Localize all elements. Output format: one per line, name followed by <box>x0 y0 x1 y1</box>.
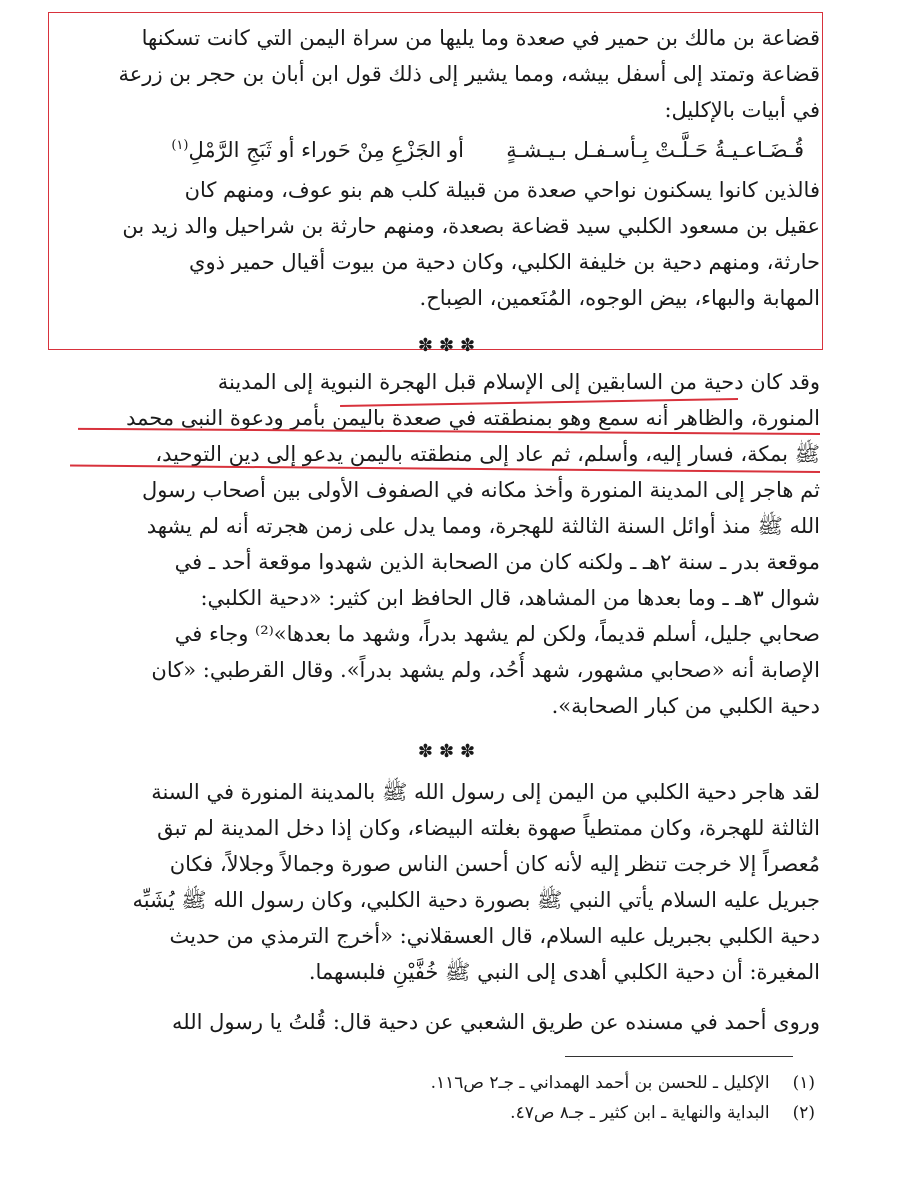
text-line: شوال ٣هـ ـ وما بعدها من المشاهد، قال الحافظ ابن كثير: «دحية الكلبي: <box>200 586 820 610</box>
text-line: المنورة، والظاهر أنه سمع وهو بمنطقته في صعدة باليمن بأمر ودعوة النبي محمد <box>126 406 820 430</box>
text-line: قضاعة بن مالك بن حمير في صعدة وما يليها من سراة اليمن التي كانت تسكنها <box>141 26 820 50</box>
section-1-top <box>70 20 820 128</box>
text-line: الله ﷺ منذ أوائل السنة الثالثة للهجرة، ومما يدل على زمن هجرته أنه لم يشهد <box>146 514 820 538</box>
text-line: الإصابة أنه «صحابي مشهور، شهد أُحُد، ولم يشهد بدراً». وقال القرطبي: «كان <box>151 658 820 682</box>
footnotes <box>70 1068 815 1128</box>
section-separator: ✽✽✽ <box>417 741 482 762</box>
section-3-last <box>70 1004 820 1040</box>
text-line: ﷺ بمكة، فسار إليه، وأسلم، ثم عاد إلى منطقته باليمن يدعو إلى دين التوحيد، <box>155 442 820 466</box>
section-separator: ✽✽✽ <box>417 335 482 356</box>
text-line: فالذين كانوا يسكنون نواحي صعدة من قبيلة كلب هم بنو عوف، ومنهم كان <box>184 178 820 202</box>
footnote-number: (١) <box>792 1073 815 1093</box>
verse-hemistich-2: أو الجَزْعِ مِنْ حَوراء أو ثَبَجِ الرَّمْلِ$^{(١)}$ <box>171 138 464 162</box>
text-line: حارثة، ومنهم دحية بن خليفة الكلبي، وكان دحية من بيوت أقيال حمير ذوي <box>189 250 820 274</box>
text-line: جبريل عليه السلام يأتي النبي ﷺ بصورة دحية الكلبي، وكان رسول الله ﷺ يُشَبِّه <box>132 888 820 912</box>
text-line: وقد كان دحية من السابقين إلى الإسلام قبل الهجرة النبوية إلى المدينة <box>217 370 820 394</box>
footnote-ref-1: (١) <box>171 138 189 153</box>
text-line: مُعصراً إلا خرجت تنظر إليه لأنه كان أحسن الناس صورة وجمالاً وجلالاً، فكان <box>169 852 820 876</box>
text-line: وروى أحمد في مسنده عن طريق الشعبي عن دحية قال: قُلتُ يا رسول الله <box>172 1010 820 1034</box>
text-line: دحية الكلبي من كبار الصحابة». <box>551 694 820 718</box>
verse-hemistich-1: قُـضَـاعـيـةُ حَـلَّـتْ بِـأسـفـل بـيـشـةٍ <box>506 138 804 162</box>
text-line: ثم هاجر إلى المدينة المنورة وأخذ مكانه في الصفوف الأولى بين أصحاب رسول <box>141 478 820 502</box>
footnote-text: البداية والنهاية ـ ابن كثير ـ جـ٨ ص٤٧. <box>510 1103 770 1123</box>
text-line: صحابي جليل، أسلم قديماً، ولكن لم يشهد بدراً، وشهد ما بعدها»⁽²⁾ وجاء في <box>174 622 820 646</box>
section-1-bottom <box>70 172 820 316</box>
text-line: عقيل بن مسعود الكلبي سيد قضاعة بصعدة، ومنهم حارثة بن شراحيل والد زيد بن <box>122 214 820 238</box>
footnote-text: الإكليل ـ للحسن بن أحمد الهمداني ـ جـ٢ ص١١٦. <box>430 1073 770 1093</box>
text-line: دحية الكلبي بجبريل عليه السلام، قال العسقلاني: «أخرج الترمذي من حديث <box>169 924 820 948</box>
text-line: موقعة بدر ـ سنة ٢هـ ـ ولكنه كان من الصحابة الذين شهدوا موقعة أحد ـ في <box>174 550 820 574</box>
text-line: المهابة والبهاء، بيض الوجوه، المُنَعمين، الصِباح. <box>419 286 820 310</box>
footnote-number: (٢) <box>792 1103 815 1123</box>
footnote-divider <box>565 1056 793 1057</box>
section-2 <box>70 364 820 724</box>
text-line: الثالثة للهجرة، وكان ممتطياً صهوة بغلته البيضاء، وكان إذا دخل المدينة لم تبق <box>157 816 820 840</box>
text-line: في أبيات بالإكليل: <box>664 98 820 122</box>
text-line: المغيرة: أن دحية الكلبي أهدى إلى النبي ﷺ خُفَّيْنِ فلبسهما. <box>308 960 820 984</box>
footnote-2 <box>70 1098 815 1128</box>
text-line: قضاعة وتمتد إلى أسفل بيشه، ومما يشير إلى ذلك قول ابن أبان بن حجر بن زرعة <box>118 62 820 86</box>
text-line: لقد هاجر دحية الكلبي من اليمن إلى رسول الله ﷺ بالمدينة المنورة في السنة <box>151 780 820 804</box>
section-3 <box>70 774 820 990</box>
footnote-1 <box>70 1068 815 1098</box>
